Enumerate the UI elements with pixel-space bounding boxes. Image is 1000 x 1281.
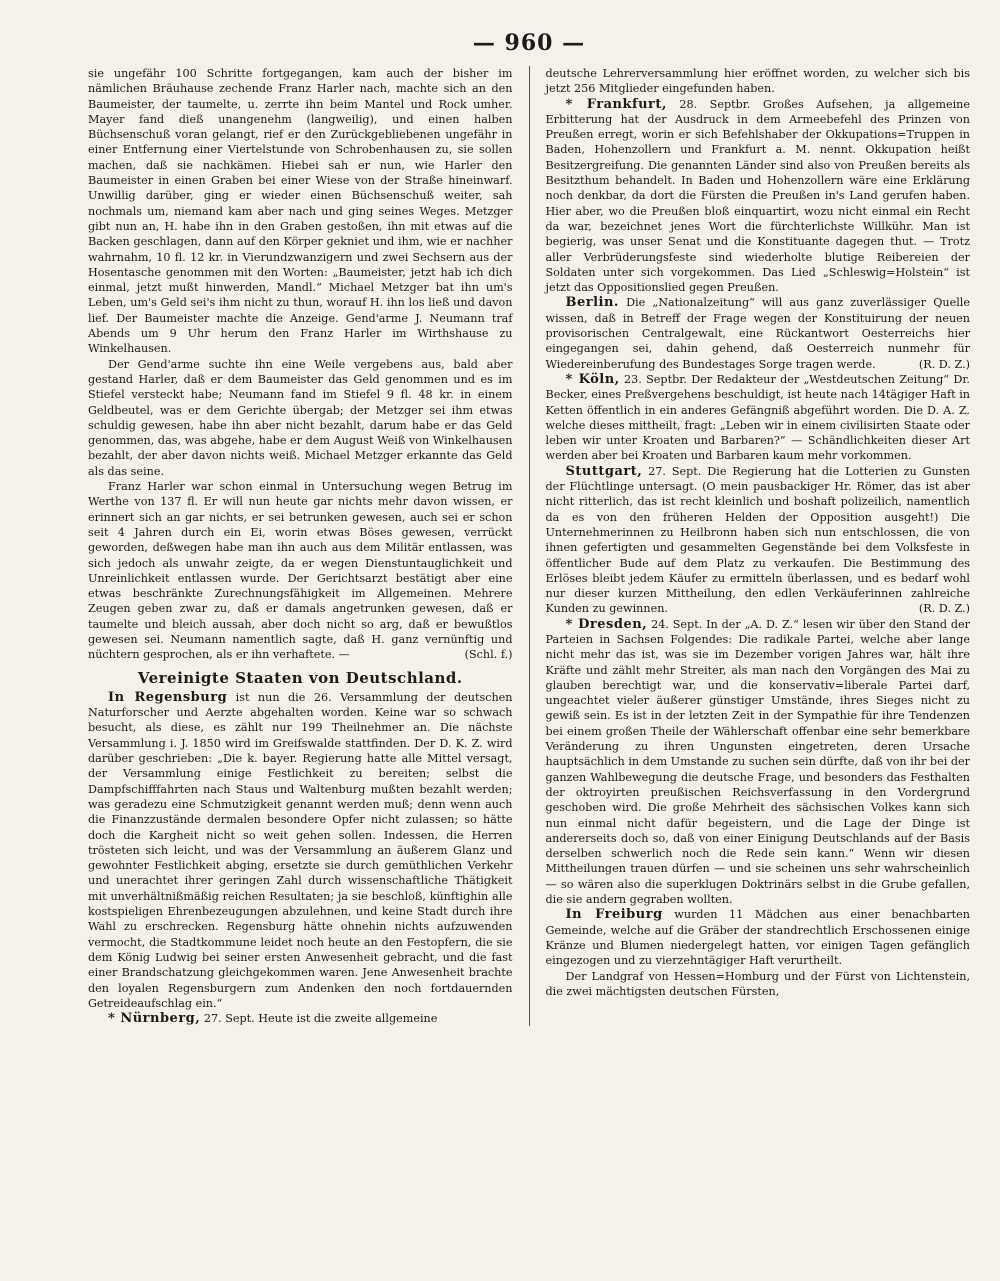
place-name: * Nürnberg,	[108, 1011, 201, 1027]
columns	[88, 66, 970, 1026]
article-paragraph	[546, 97, 971, 296]
article-paragraph	[546, 372, 971, 464]
paragraph-text: 23. Septbr. Der Redakteur der „Westdeutschen Zeitung“ Dr. Becker, eines Preßvergehens beschuldigt, ist heute nach 14tägiger Haft in Ketten öffentlich in ein anderes Gefängniß abgeführt worden. Die D. A. Z. welche dieses mittheilt, fragt: „Leben wir in einem civilisirten Staate oder leben wir unter Kroaten und Barbaren?“ — Schändlichkeiten dieser Art werden aber bei Kroaten und Barbaren kaum mehr vorkommen.	[545, 372, 970, 463]
paragraph-text: 24. Sept. In der „A. D. Z.“ lesen wir über den Stand der Parteien in Sachsen Folgendes: Die radikale Partei, welche aber lange nicht mehr das ist, was sie im Dezember vorigen Jahres war, hält ihre Kräfte und zählt mehr Streiter, als man nach den Vorgängen des Mai zu glauben berechtigt war, und die konservativ=liberale Partei darf, ungeachtet vieler äußerer günstiger Umstände, ihres Sieges nicht zu gewiß sein. Es ist in der letzten Zeit in der Sympathie für ihre Tendenzen bei einem großen Theile der Wählerschaft offenbar eine sehr bemerkbare Veränderung zu ihren Ungunsten eingetreten, deren Ursache hauptsächlich in dem Umstande zu suchen sein dürfte, daß von ihr bei der ganzen Wahlbewegung die deutsche Frage, und besonders das Festhalten der oktroyirten preußischen Reichsverfassung in den Vordergrund geschoben wird. Die große Mehrheit des sächsischen Volkes kann sich nun einmal nicht dafür begeistern, und die Lage der Dinge ist andererseits doch so, daß von einer Einigung Deutschlands auf der Basis derselben schwerlich noch die Rede sein kann.“ Wenn wir diesen Mittheilungen trauen dürfen — und sie scheinen uns sehr wahrscheinlich — so wären also die superklugen Doktrinärs selbst in die Grube gefallen, die sie andern gegraben wollten.	[545, 617, 970, 907]
article-paragraph	[88, 690, 513, 1011]
left-column	[88, 66, 513, 1026]
article-paragraph: Der Gend'arme suchte ihn eine Weile vergebens aus, bald aber gestand Harler, daß er dem Baumeister das Geld genommen und es im Stiefel versteckt habe; Neumann fand im Stiefel 9 fl. 48 kr. in einem Geldbeutel, was er dem Gerichte übergab; der Metzger sei ihm etwas schuldig gewesen, habe ihn aber nicht bezahlt, darum habe er das Geld genommen, das, was abgehe, habe er dem August Weiß von Winkelhausen bezahlt, der aber davon nichts weiß. Michael Metzger erkannte das Geld als das seine.	[88, 357, 513, 478]
article-paragraph	[546, 907, 971, 968]
place-name: * Köln,	[565, 371, 620, 387]
page-number: — 960 —	[472, 30, 586, 56]
article-paragraph	[88, 479, 513, 663]
article-paragraph	[546, 464, 971, 617]
paragraph-text: ist nun die 26. Versammlung der deutschen Naturforscher und Aerzte abgehalten worden. Keine war so schwach besucht, als diese, es zählt nur 199 Theilnehmer an. Die nächste Versammlung i. J. 1850 wird im Greifswalde stattfinden. Der D. K. Z. wird darüber geschrieben: „Die k. bayer. Regierung hatte alle Mittel versagt, der Versammlung einige Festlichkeit zu bereiten; selbst die Dampfschifffahrten nach Staus und Waltenburg mußten bezahlt werden; was geradezu eine Schmutzigkeit genannt werden muß; denn wenn auch die Finanzzustände dermalen besondere Opfer nicht zulassen; so hätte doch die Kargheit nicht so weit gehen sollen. Indessen, die Herren trösteten sich leicht, und was der Versammlung an äußerem Glanz und gewohnter Festlichkeit abging, ersetzte sie durch gemüthlichen Verkehr und unerachtet ihrer geringen Zahl durch wissenschaftliche Thätigkeit mit unverhältnißmäßig reichen Resultaten; ja sie beschloß, künftighin alle kostspieligen Ehrenbezeugungen abzulehnen, und keine Stadt durch ihre Wahl zu erschrecken. Regensburg hätte ohnehin nichts aufzuwenden vermocht, die Stadtkommune leidet noch heute an den Festopfern, die sie dem König Ludwig bei seiner ersten Anwesenheit gebracht, und die fast einer Brandschatzung gleichgekommen waren. Jene Anwesenheit brachte den loyalen Regensburgern zum Andenken den noch fortdauernden Getreideaufschlag ein.“	[88, 690, 513, 1010]
paragraph-text: 27. Sept. Heute ist die zweite allgemeine	[200, 1012, 438, 1026]
paragraph-text: Franz Harler war schon einmal in Untersuchung wegen Betrug im Werthe von 137 fl. Er will nun heute gar nichts mehr davon wissen, er erinnert sich an gar nichts, er sei betrunken gewesen, auch sei er schon seit 4 Jahren durch ein Ei, worin etwas Böses gewesen, verrückt geworden, deßwegen habe man ihn auch aus dem Militär entlassen, was sich jedoch als unwahr zeigte, da er wegen Dienstuntauglichkeit und Unreinlichkeit entlassen wurde. Der Gerichtsarzt bestätigt aber eine etwas beschränkte Zurechnungsfähigkeit im Allgemeinen. Mehrere Zeugen geben zwar zu, daß er damals angetrunken gewesen, daß er taumelte und bleich aussah, aber doch nicht so arg, daß er bewußtlos gewesen sei. Neumann namentlich sagte, daß H. ganz vernünftig und nüchtern gesprochen, als er ihn verhaftete. —	[88, 480, 513, 662]
place-name: Stuttgart,	[565, 463, 643, 479]
place-name: * Frankfurt,	[565, 96, 667, 112]
article-paragraph	[546, 295, 971, 371]
source-note: (R. D. Z.)	[918, 602, 970, 616]
article-paragraph: deutsche Lehrerversammlung hier eröffnet worden, zu welcher sich bis jetzt 256 Mitglieder eingefunden haben.	[545, 67, 970, 96]
source-note: (Schl. f.)	[464, 648, 513, 662]
place-name: * Dresden,	[565, 616, 648, 632]
article-paragraph: Der Landgraf von Hessen=Homburg und der Fürst von Lichtenstein, die zwei mächtigsten deutschen Fürsten,	[545, 969, 970, 998]
paragraph-text: 28. Septbr. Großes Aufsehen, ja allgemeine Erbitterung hat der Ausdruck in dem Armeebefehl des Prinzen von Preußen erregt, worin er sich Befehlshaber der Okkupations=Truppen in Baden, Hohenzollern und Frankfurt a. M. nennt. Okkupation heißt Besitzergreifung. Die genannten Länder sind also von Preußen bereits als Besitzthum behandelt. In Baden und Hohenzollern wäre eine Erklärung noch denkbar, da dort die Fürsten die Preußen in's Land gerufen haben. Hier aber, wo die Preußen bloß einquartirt, wozu nicht einmal ein Recht da war, bezeichnet jenes Wort die fürchterlichste Willkühr. Man ist begierig, was unser Senat und die Konstituante dagegen thut. — Trotz aller Verbrüderungsfeste sind wiederholte blutige Reibereien der Soldaten unter sich vorgekommen. Das Lied „Schleswig=Holstein“ ist jetzt das Oppositionslied gegen Preußen.	[545, 97, 970, 295]
article-paragraph	[88, 1011, 513, 1026]
article-paragraph: sie ungefähr 100 Schritte fortgegangen, kam auch der bisher im nämlichen Bräuhause zechende Franz Harler nach, machte sich an den Baumeister, der taumelte, u. zerrte ihn beim Mantel und Rock umher. Mayer fand dieß unangenehm (langweilig), und einen halben Büchsenschuß voran gelangt, rief er den Zurückgebliebenen ungefähr in einer Entfernung einer Viertelstunde von Schrobenhausen zu, sie sollen machen, daß sie nachkämen. Hiebei sah er nun, wie Harler den Baumeister in einen Graben bei einer Wiese von der Straße hineinwarf. Unwillig darüber, ging er wieder einen Büchsenschuß weiter, sah nochmals um, niemand kam aber nach und ging seines Weges. Metzger gibt nun an, H. habe ihn in den Graben gestoßen, ihn mit etwas auf die Backen geschlagen, dann auf den Körper gekniet und ihm, wie er nachher wahrnahm, 10 fl. 12 kr. in Vierundzwanzigern und zwei Sechsern aus der Hosentasche genommen mit den Worten: „Baumeister, jetzt hab ich dich einmal, jetzt mußt hinwerden, Mandl.“ Michael Metzger bat ihn um's Leben, um's Geld sei's ihm nicht zu thun, worauf H. ihn los ließ und davon lief. Der Baumeister machte die Anzeige. Gend'arme J. Neumann traf Abends um 9 Uhr herum den Franz Harler im Wirthshause zu Winkelhausen.	[88, 67, 513, 356]
article-paragraph	[546, 617, 971, 908]
place-name: In Freiburg	[565, 907, 663, 923]
paragraph-text: Die „Nationalzeitung“ will aus ganz zuverlässiger Quelle wissen, daß in Betreff der Frage wegen der Konstituirung der neuen provisorischen Centralgewalt, eine Rückantwort Oesterreichs hier eingegangen sei, dahin gehend, daß Oesterreich nunmehr für Wiedereinberufung des Bundestages Sorge tragen werde.	[545, 296, 970, 371]
right-column	[546, 66, 971, 1026]
place-name: In Regensburg	[108, 689, 228, 705]
section-heading: Vereinigte Staaten von Deutschland.	[137, 668, 463, 687]
source-note: (R. D. Z.)	[918, 357, 970, 371]
paragraph-text: wurden 11 Mädchen aus einer benachbarten Gemeinde, welche auf die Gräber der standrechtlich Erschossenen einige Kränze und Blumen niedergelegt hatten, vor einigen Tagen gefänglich eingezogen und zu vierzehntägiger Haft verurtheilt.	[545, 908, 970, 968]
place-name: Berlin.	[565, 295, 619, 311]
paragraph-text: 27. Sept. Die Regierung hat die Lotterien zu Gunsten der Flüchtlinge untersagt. (O mein pausbackiger Hr. Römer, das ist aber nicht ritterlich, das ist recht kleinlich und boshaft polizeilich, namentlich da es von den früheren Helden der Opposition ausgeht!) Die Unternehmerinnen zu Heilbronn haben sich nun entschlossen, die von ihnen gefertigten und gesammelten Gegenstände bei dem Volksfeste in öffentlicher Bude auf dem Platz zu verkaufen. Die Bestimmung des Erlöses bleibt jedem Käufer zu ermitteln überlassen, und es bedarf wohl nur dieser kurzen Mittheilung, den edlen Verkäuferinnen zahlreiche Kunden zu gewinnen.	[545, 464, 970, 616]
column-rule	[529, 66, 530, 1026]
